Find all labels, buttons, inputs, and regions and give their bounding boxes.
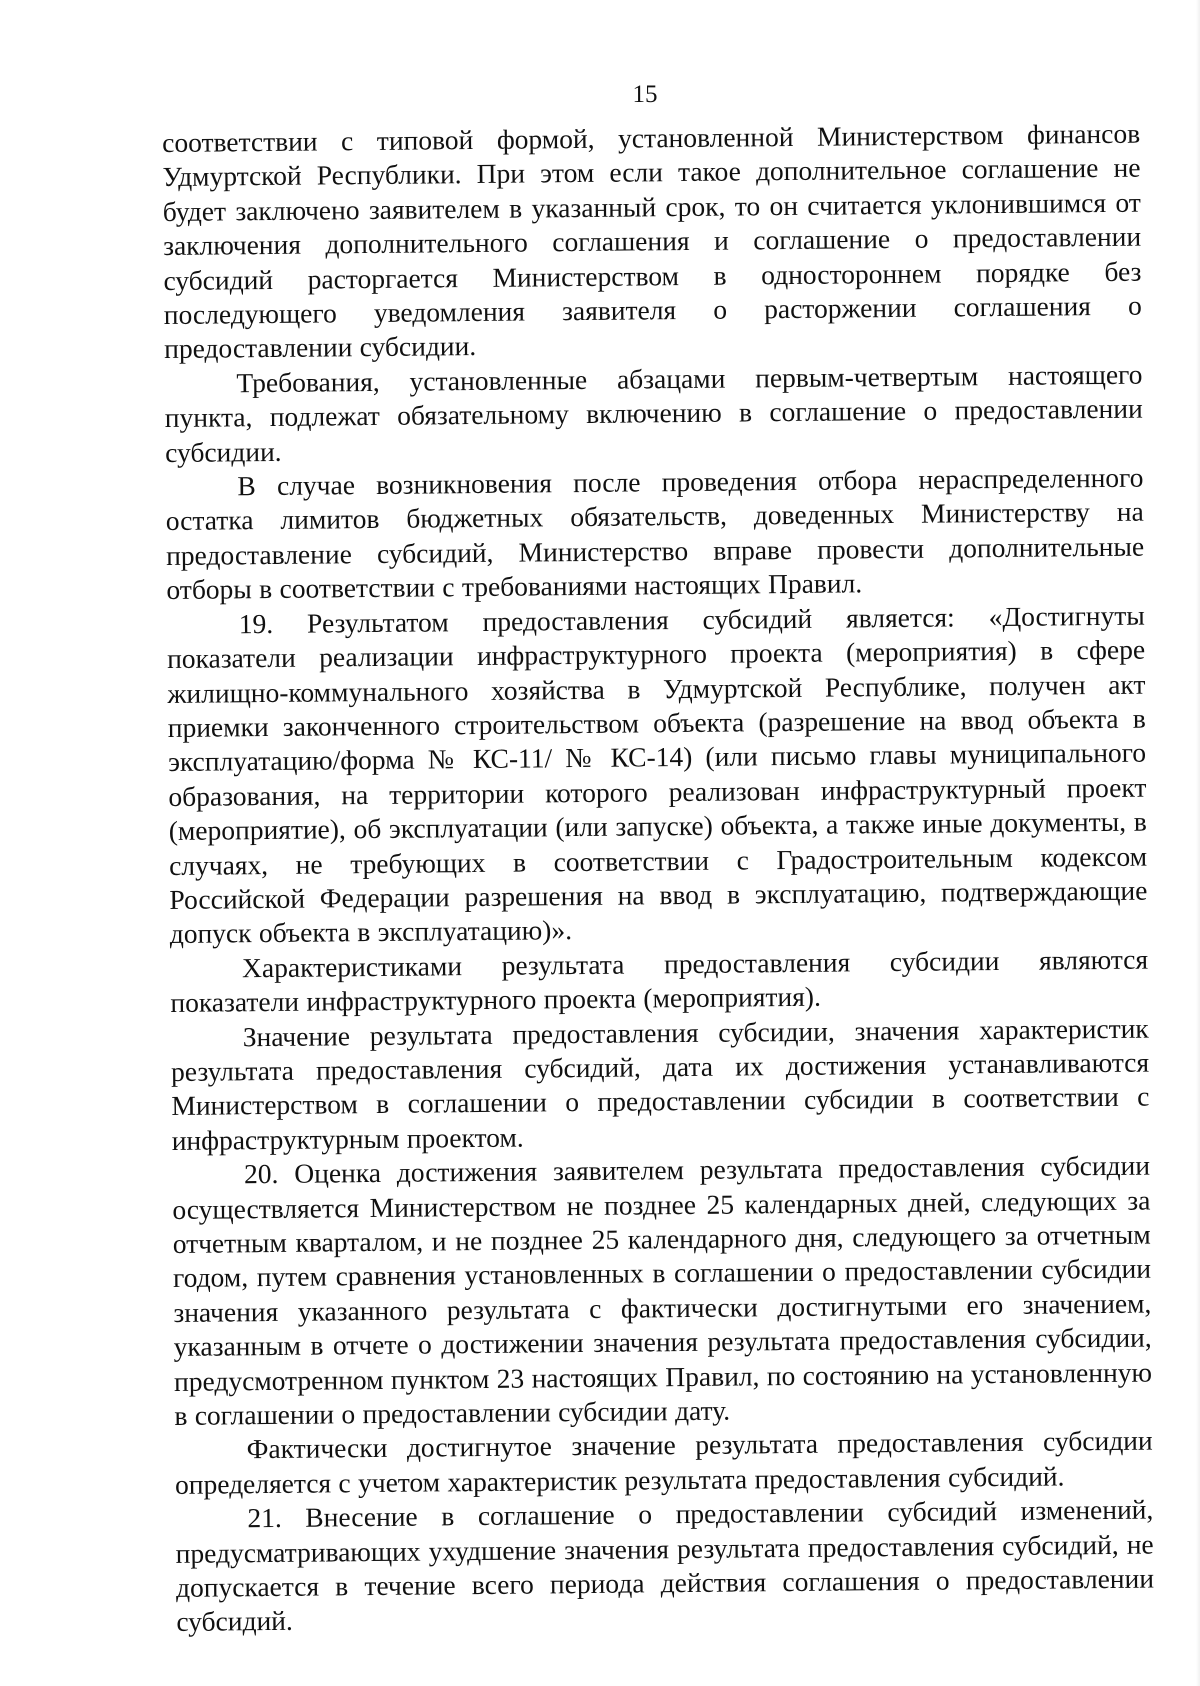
paragraph-item-19: 19. Результатом предоставления субсидий является: «Достигнуты показатели реализации инфраструктурного проекта (мероприятия) в сфере жилищно-коммунального хозяйства в Удмуртской Республике, получен акт приемки законченного строительством объекта (разрешение на ввод объекта в эксплуатацию/форма № КС-11/ № КС-14) (или письмо главы муниципального образования, на территории которого реализован инфраструктурный проект (мероприятие), об эксплуатации (или запуске) объекта, а также иные документы, в случаях, не требующих в соответствии с Градостроительным кодексом Российской Федерации разрешения на ввод в эксплуатацию, подтверждающие допуск объекта в эксплуатацию)». xyxy=(166,599,1148,950)
scan-edge xyxy=(1196,0,1200,1686)
paragraph-additional-selection: В случае возникновения после проведения отбора нераспределенного остатка лимитов бюджетных обязательств, доведенных Министерству на предоставление субсидий, Министерство вправе провести дополнительные отборы в соответствии с требованиями настоящих Правил. xyxy=(165,461,1145,606)
paragraph-actual-value: Фактически достигнутое значение результата предоставления субсидии определяется с учетом характеристик результата предоставления субсидий. xyxy=(174,1424,1153,1500)
paragraph-item-20: 20. Оценка достижения заявителем результата предоставления субсидии осуществляется Министерством не позднее 25 календарных дней, следующих за отчетным кварталом, и не позднее 25 календарного дня, следующего за отчетным годом, путем сравнения установленных в соглашении о предоставлении субсидии значения указанного результата с фактически достигнутыми его значением, указанным в отчете о достижении значения результата предоставления субсидии, предусмотренном пунктом 23 настоящих Правил, по состоянию на установленную в соглашении о предоставлении субсидии дату. xyxy=(172,1149,1153,1431)
document-body xyxy=(162,117,1154,1640)
paragraph-item-21: 21. Внесение в соглашение о предоставлении субсидий изменений, предусматривающих ухудшение значения результата предоставления субсидий, не допускается в течение всего периода действия соглашения о предоставлении субсидий. xyxy=(175,1493,1155,1638)
paragraph-result-value: Значение результата предоставления субсидии, значения характеристик результата предоставления субсидий, дата их достижения устанавливаются Министерством в соглашении о предоставлении субсидии в соответствии с инфраструктурным проектом. xyxy=(170,1012,1150,1156)
paragraph-requirements: Требования, установленные абзацами первым-четвертым настоящего пункта, подлежат обязательному включению в соглашение о предоставлении субсидии. xyxy=(164,358,1143,468)
paragraph-continuation: соответствии с типовой формой, установленной Министерством финансов Удмуртской Республики. При этом если такое дополнительное соглашение не будет заключено заявителем в указанный срок, то он считается уклонившимся от заключения дополнительного соглашения и соглашение о предоставлении субсидий расторгается Министерством в одностороннем порядке без последующего уведомления заявителя о расторжении соглашения о предоставлении субсидии. xyxy=(162,117,1142,365)
paragraph-characteristics: Характеристиками результата предоставления субсидии являются показатели инфраструктурного проекта (мероприятия). xyxy=(170,943,1149,1019)
page-number: 15 xyxy=(632,81,658,108)
